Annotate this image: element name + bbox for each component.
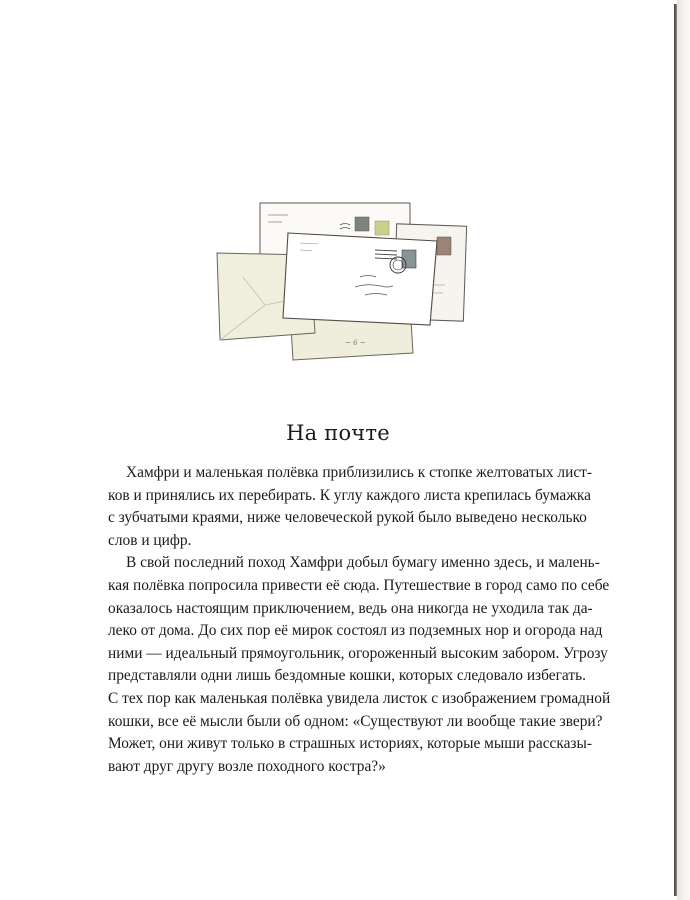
chapter-title: На почте bbox=[286, 421, 390, 445]
paragraph-1 bbox=[108, 462, 593, 552]
next-page-edge bbox=[677, 0, 690, 900]
paragraph-2 bbox=[108, 552, 611, 778]
svg-text:~ 6 ~: ~ 6 ~ bbox=[345, 339, 366, 347]
text-line: слов и цифр. bbox=[108, 531, 192, 549]
text-line: С тех пор как маленькая полёвка увидела листок с изображением громадной bbox=[108, 689, 611, 707]
body-text bbox=[108, 462, 611, 778]
text-line: леко от дома. До сих пор её мирок состоял из подземных нор и огорода над bbox=[108, 622, 603, 640]
text-line: оказалось настоящим приключением, ведь она никогда не уходила так да- bbox=[108, 599, 593, 617]
text-line: кая полёвка попросила привести её сюда. Путешествие в город само по себе bbox=[108, 576, 610, 594]
text-line: вают друг другу возле походного костра?» bbox=[108, 757, 386, 775]
text-line: В свой последний поход Хамфри добыл бумагу именно здесь, и малень- bbox=[126, 554, 600, 572]
text-line: Хамфри и маленькая полёвка приблизились к стопке желтоватых лист- bbox=[126, 464, 593, 481]
envelopes-illustration bbox=[205, 195, 475, 365]
text-line: с зубчатыми краями, ниже человеческой рукой было выведено несколько bbox=[108, 509, 587, 527]
text-line: ков и принялись их перебирать. К углу каждого листа крепилась бумажка bbox=[108, 486, 591, 504]
text-line: ними — идеальный прямоугольник, огороженный высоким забором. Угрозу bbox=[108, 644, 608, 662]
text-line: кошки, все её мысли были об одном: «Существуют ли вообще такие звери? bbox=[108, 712, 603, 730]
text-line: представляли одни лишь бездомные кошки, которых следовало избегать. bbox=[108, 667, 586, 685]
text-line: Может, они живут только в страшных историях, которые мыши рассказы- bbox=[108, 735, 592, 753]
